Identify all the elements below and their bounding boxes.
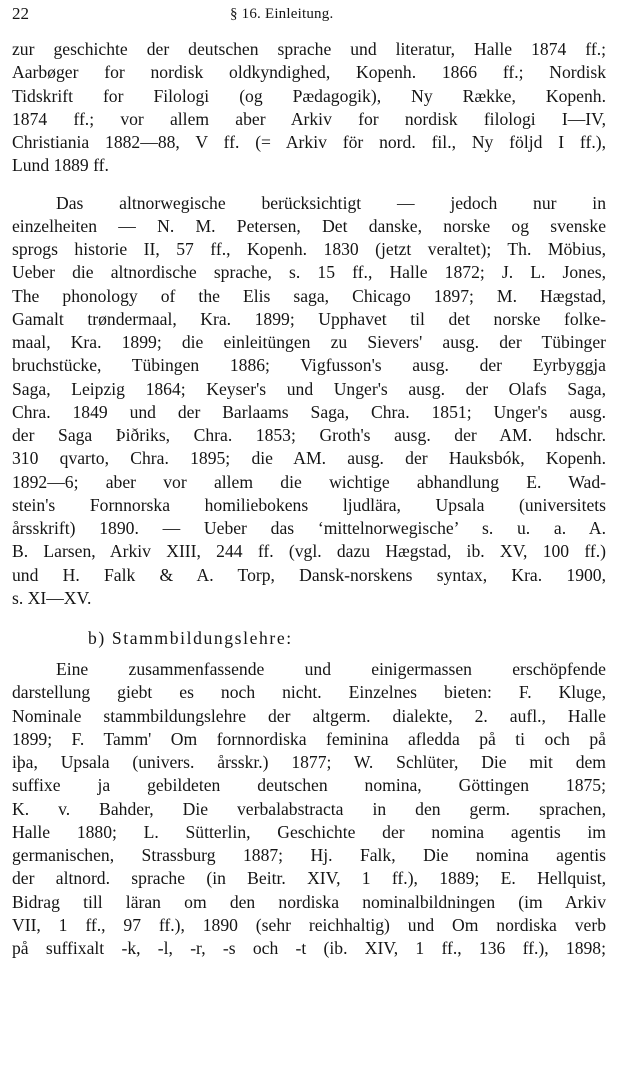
paragraph-old-norwegian bbox=[12, 192, 606, 611]
text-line: VII, 1 ff., 97 ff.), 1890 (sehr reichhaltig) und Om nordiska verb bbox=[12, 914, 606, 935]
section-heading-b: b) Stammbildungslehre: bbox=[88, 628, 293, 648]
text-line: 1899; F. Tamm' Om fornnordiska feminina afledda på ti och på bbox=[12, 728, 606, 749]
text-line: på suffixalt -k, -l, -r, -s och -t (ib. XIV, 1 ff., 136 ff.), 1898; bbox=[12, 938, 606, 958]
text-line: årsskrift) 1890. — Ueber das ‘mittelnorwegische’ s. u. a. A. bbox=[12, 518, 606, 538]
text-line: K. v. Bahder, Die verbalabstracta in den germ. sprachen, bbox=[12, 798, 606, 819]
paragraph-periodicals bbox=[12, 38, 606, 178]
text-line: zur geschichte der deutschen sprache und literatur, Halle 1874 ff.; bbox=[12, 39, 606, 59]
text-line: Aarbøger for nordisk oldkyndighed, Kopenh. 1866 ff.; Nordisk bbox=[12, 62, 606, 83]
text-line: einzelheiten — N. M. Petersen, Det danske, norske og svenske bbox=[12, 215, 606, 236]
paragraph-gap bbox=[12, 178, 606, 192]
text-line: Christiania 1882—88, V ff. (= Arkiv för nord. fil., Ny följd I ff.), bbox=[12, 132, 606, 152]
text-line: B. Larsen, Arkiv XIII, 244 ff. (vgl. dazu Hægstad, ib. XV, 100 ff.) bbox=[12, 541, 606, 562]
text-line: iþa, Upsala (univers. årsskr.) 1877; W. Schlüter, Die mit dem bbox=[12, 752, 606, 772]
text-line: 1892—6; aber vor allem die wichtige abhandlung E. Wad- bbox=[12, 471, 606, 492]
text-line: Halle 1880; L. Sütterlin, Geschichte der nomina agentis im bbox=[12, 821, 606, 842]
text-line: sprogs historie II, 57 ff., Kopenh. 1830 (jetzt veraltet); Th. Möbius, bbox=[12, 239, 606, 259]
text-line: bruchstücke, Tübingen 1886; Vigfusson's ausg. der Eyrbyggja bbox=[12, 355, 606, 376]
paragraph-stem-formation bbox=[12, 658, 606, 960]
text-line: 1874 ff.; vor allem aber Arkiv for nordisk filologi I—IV, bbox=[12, 108, 606, 129]
text-line: der Saga Þiðriks, Chra. 1853; Groth's ausg. der AM. hdschr. bbox=[12, 425, 606, 445]
text-line: Ueber die altnordische sprache, s. 15 ff., Halle 1872; J. L. Jones, bbox=[12, 262, 606, 283]
text-line: Das altnorwegische berücksichtigt — jedoch nur in bbox=[56, 192, 606, 213]
text-line: Chra. 1849 und der Barlaams Saga, Chra. 1851; Unger's ausg. bbox=[12, 401, 606, 422]
text-line: der altnord. sprache (in Beitr. XIV, 1 ff.), 1889; E. Hellquist, bbox=[12, 868, 606, 889]
text-line: Gamalt trøndermaal, Kra. 1899; Upphavet til det norske folke- bbox=[12, 308, 606, 329]
text-line: Tidskrift for Filologi (og Pædagogik), Ny Række, Kopenh. bbox=[12, 85, 606, 106]
text-line: und H. Falk & A. Torp, Dansk-norskens syntax, Kra. 1900, bbox=[12, 564, 606, 585]
text-line: suffixe ja gebildeten deutschen nomina, Göttingen 1875; bbox=[12, 775, 606, 796]
text-line: darstellung giebt es noch nicht. Einzelnes bieten: F. Kluge, bbox=[12, 682, 606, 703]
text-line: Lund 1889 ff. bbox=[12, 155, 109, 176]
page-number: 22 bbox=[12, 4, 29, 23]
text-line: Nominale stammbildungslehre der altgerm. dialekte, 2. aufl., Halle bbox=[12, 705, 606, 726]
text-line: Eine zusammenfassende und einigermassen erschöpfende bbox=[56, 659, 606, 679]
running-head: § 16. Einleitung. bbox=[230, 6, 334, 22]
text-line: Bidrag till läran om den nordiska nominalbildningen (im Arkiv bbox=[12, 891, 606, 912]
text-line: maal, Kra. 1899; die einleitüngen zu Sievers' ausg. der Tübinger bbox=[12, 332, 606, 352]
text-line: The phonology of the Elis saga, Chicago 1897; M. Hægstad, bbox=[12, 285, 606, 306]
text-line: stein's Fornnorska homiliebokens ljudlära, Upsala (universitets bbox=[12, 494, 606, 515]
text-line: germanischen, Strassburg 1887; Hj. Falk, Die nomina agentis bbox=[12, 845, 606, 865]
text-line: 310 qvarto, Chra. 1895; die AM. ausg. der Hauksbók, Kopenh. bbox=[12, 448, 606, 469]
text-line: s. XI—XV. bbox=[12, 587, 92, 608]
body-text bbox=[12, 38, 606, 960]
page-header bbox=[0, 4, 620, 28]
paragraph-gap bbox=[12, 610, 606, 624]
text-line: Saga, Leipzig 1864; Keyser's und Unger's ausg. der Olafs Saga, bbox=[12, 378, 606, 399]
